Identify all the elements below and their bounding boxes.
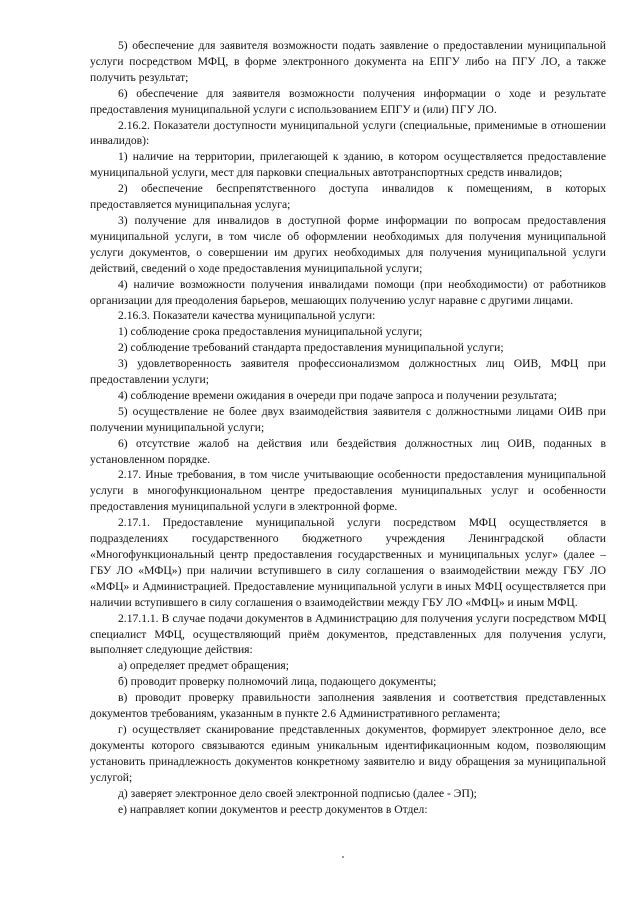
quality-item-3: 3) удовлетворенность заявителя профессионализмом должностных лиц ОИВ, МФЦ при предоставлении услуги; xyxy=(90,357,606,387)
action-item-d: д) заверяет электронное дело своей электронной подписью (далее - ЭП); xyxy=(118,786,477,800)
action-item-g: г) осуществляет сканирование представленных документов, формирует электронное дело, все документы которого связываются единым уникальным идентификационным кодом, позволяющим установить принадлежность документов конкретному заявителю и виду обращения за муниципальной услугой; xyxy=(90,722,606,784)
action-item-b: б) проводит проверку полномочий лица, подающего документы; xyxy=(118,675,437,689)
section-2-17-1-text: 2.17.1. Предоставление муниципальной услуги посредством МФЦ осуществляется в подразделениях государственного бюджетного учреждения Ленинградской области «Многофункциональный центр предоставления государственных и муниципальных услуг» (далее – ГБУ ЛО «МФЦ») при наличии вступившего в силу соглашения о взаимодействии между ГБУ ЛО «МФЦ» и Администрацией. Предоставление муниципальной услуги в иных МФЦ осуществляется при наличии вступившего в силу соглашения о взаимодействии между ГБУ ЛО «МФЦ» и иным МФЦ. xyxy=(90,516,606,609)
quality-item-5: 5) осуществление не более двух взаимодействия заявителя с должностными лицами ОИВ при получении муниципальной услуги; xyxy=(90,404,606,434)
paragraph-5-item: 5) обеспечение для заявителя возможности подать заявление о предоставлении муниципальной услуги посредством МФЦ, в форме электронного документа на ЕПГУ либо на ПГУ ЛО, а также получить результат; xyxy=(90,39,606,84)
section-2-17-1-1-text: 2.17.1.1. В случае подачи документов в Администрацию для получения услуги посредством МФЦ специалист МФЦ, осуществляющий приём документов, представленных для получения услуги, выполняет следующие действия: xyxy=(90,611,606,657)
section-2-16-2-heading: 2.16.2. Показатели доступности муниципальной услуги (специальные, применимые в отношении инвалидов): xyxy=(90,118,606,148)
quality-item-2: 2) соблюдение требований стандарта предоставления муниципальной услуги; xyxy=(118,341,504,355)
action-item-a: а) определяет предмет обращения; xyxy=(118,659,289,673)
action-item-e: е) направляет копии документов и реестр документов в Отдел: xyxy=(118,802,428,816)
action-item-v: в) проводит проверку правильности заполнения заявления и соответствия представленных документов требованиям, указанным в пункте 2.6 Административного регламента; xyxy=(90,691,606,721)
quality-item-4: 4) соблюдение времени ожидания в очереди при подаче запроса и получении результата; xyxy=(118,388,557,402)
accessibility-item-4: 4) наличие возможности получения инвалидами помощи (при необходимости) от работников организации для преодоления барьеров, мешающих получению услуг наравне с другими лицами. xyxy=(90,277,606,307)
scan-speck xyxy=(342,856,344,858)
paragraph-6-item: 6) обеспечение для заявителя возможности получения информации о ходе и результате предоставления муниципальной услуги с использованием ЕПГУ и (или) ПГУ ЛО. xyxy=(90,86,606,116)
quality-item-1: 1) соблюдение срока предоставления муниципальной услуги; xyxy=(118,325,423,339)
section-2-16-3-heading: 2.16.3. Показатели качества муниципальной услуги: xyxy=(118,309,376,323)
accessibility-item-2: 2) обеспечение беспрепятственного доступа инвалидов к помещениям, в которых предоставляется муниципальная услуга; xyxy=(90,182,606,212)
section-2-17-heading: 2.17. Иные требования, в том числе учитывающие особенности предоставления муниципальной услуги в многофункциональном центре предоставления муниципальных услуг и особенности предоставления муниципальной услуги в электронной форме. xyxy=(90,468,606,514)
accessibility-item-3: 3) получение для инвалидов в доступной форме информации по вопросам предоставления муниципальной услуги, в том числе об оформлении необходимых для получения муниципальной услуги документов, о совершении им других необходимых для получения муниципальной услуги действий, сведений о ходе предоставления муниципальной услуги; xyxy=(90,213,606,275)
quality-item-6: 6) отсутствие жалоб на действия или бездействия должностных лиц ОИВ, поданных в установленном порядке. xyxy=(90,436,606,466)
accessibility-item-1: 1) наличие на территории, прилегающей к зданию, в котором осуществляется предоставление муниципальной услуги, мест для парковки специальных автотранспортных средств инвалидов; xyxy=(90,150,606,180)
